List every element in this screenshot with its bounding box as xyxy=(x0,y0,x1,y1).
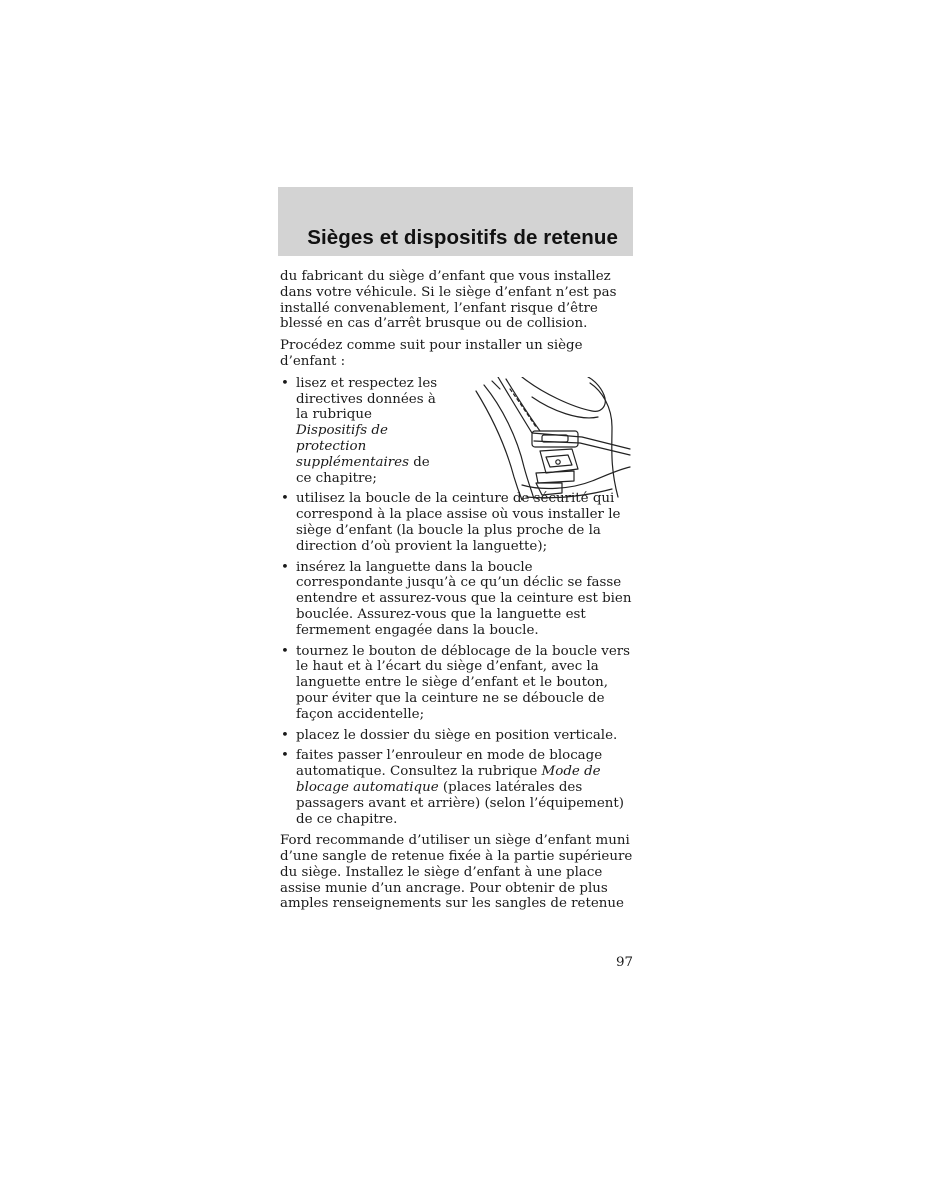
list-item-text: lisez et respectez les directives données à la rubrique xyxy=(296,375,438,423)
body-text xyxy=(280,269,635,918)
bullet-icon: • xyxy=(281,748,289,764)
list-item-text: placez le dossier du siège en position verticale. xyxy=(296,727,618,743)
closing-paragraph: Ford recommande d’utiliser un siège d’enfant muni d’une sangle de retenue fixée à la partie supérieure du siège. Installez le siège d’enfant à une place assise munie d’un ancrage. Pour obtenir de plus amples renseignements sur les sangles de retenue xyxy=(280,833,633,912)
list-item-text: de ce chapitre; xyxy=(296,454,430,486)
intro-paragraph: du fabricant du siège d’enfant que vous installez dans votre véhicule. Si le siège d’enfant n’est pas installé convenablement, l’enfant risque d’être blessé en cas d’arrêt brusque ou de collision. xyxy=(280,269,617,332)
list-item-text: tournez le bouton de déblocage de la boucle vers le haut et à l’écart du siège d’enfant, avec la languette entre le siège d’enfant et le bouton, pour éviter que la ceinture ne se déboucle de façon accidentelle; xyxy=(296,643,631,722)
list-item-text: utilisez la boucle de la ceinture de sécurité qui correspond à la place assise où vous installer le siège d’enfant (la boucle la plus proche de la direction d’où provient la languette); xyxy=(296,491,621,554)
bullet-icon: • xyxy=(281,559,289,575)
bullet-icon: • xyxy=(281,643,289,659)
list-item-text: faites passer l’enrouleur en mode de blocage automatique. Consultez la rubrique xyxy=(296,748,603,780)
bullet-icon: • xyxy=(281,375,289,391)
section-header-band xyxy=(278,187,633,256)
list-item xyxy=(280,644,635,723)
procedure-paragraph: Procédez comme suit pour installer un siège d’enfant : xyxy=(280,338,583,369)
page-number: 97 xyxy=(615,955,633,970)
list-item-reference: Dispositifs de protection supplémentaires xyxy=(296,423,409,470)
list-item-text: (places latérales des passagers avant et arrière) (selon l’équipement) de ce chapitre. xyxy=(296,779,624,827)
section-title: Sièges et dispositifs de retenue xyxy=(307,226,618,249)
bullet-icon: • xyxy=(281,727,289,743)
list-item xyxy=(280,728,635,744)
seatbelt-buckle-illustration xyxy=(462,377,632,501)
list-item-reference: Mode de blocage automatique xyxy=(296,764,601,795)
list-item xyxy=(280,560,635,639)
list-item-text: insérez la languette dans la boucle correspondante jusqu’à ce qu’un déclic se fasse entendre et assurez-vous que la ceinture est bien bouclée. Assurez-vous que la languette est fermement engagée dans la boucle. xyxy=(296,559,632,638)
list-item xyxy=(280,748,635,827)
bullet-icon: • xyxy=(281,491,289,507)
